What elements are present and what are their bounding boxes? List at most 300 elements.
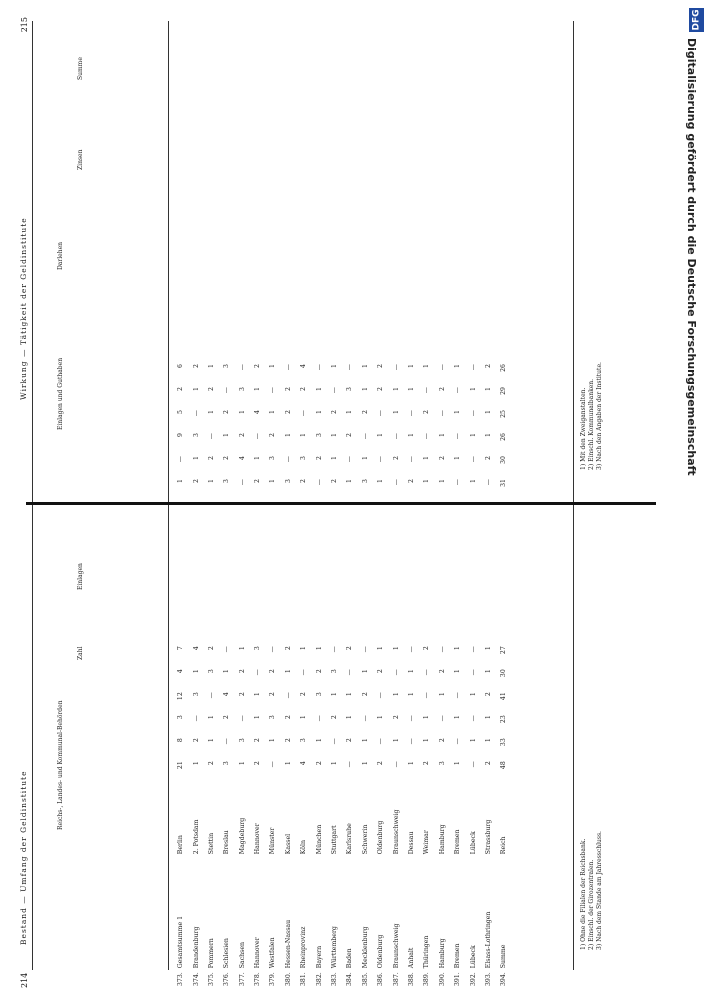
table-cell: 6 — [177, 364, 185, 368]
table-cell: 1 — [284, 433, 292, 437]
table-cell: 2 — [484, 364, 492, 368]
table-cell: 3 — [331, 669, 339, 674]
table-cell: 4 — [223, 692, 231, 697]
row-place: Köln — [300, 840, 308, 855]
table-cell: 1 — [484, 738, 492, 743]
table-cell: — — [254, 669, 262, 676]
row-number: 376. — [223, 972, 231, 986]
table-cell: — — [454, 692, 462, 699]
table-cell: — — [438, 715, 446, 722]
table-cell: 1 — [423, 364, 431, 368]
table-cell: — — [423, 669, 431, 676]
table-cell: 1 — [223, 433, 231, 437]
table-cell: 7 — [177, 646, 185, 651]
table-cell: 2 — [223, 410, 231, 414]
footnote: 1) Ohne die Filialen der Reichsbank. — [580, 838, 587, 950]
table-cell: 1 — [484, 387, 492, 391]
table-cell: 1 — [177, 479, 185, 483]
row-name: Summe — [500, 944, 508, 969]
table-cell: — — [315, 364, 323, 371]
table-cell: 1 — [192, 456, 200, 460]
table-cell: — — [454, 479, 462, 486]
table-cell: 1 — [392, 646, 400, 651]
table-cell: — — [469, 761, 477, 768]
table-row — [281, 362, 296, 500]
table-cell: — — [377, 738, 385, 745]
table-cell: 2 — [407, 479, 415, 483]
table-cell: 1 — [361, 669, 369, 674]
row-number: 380. — [284, 972, 292, 986]
table-cell: 4 — [254, 410, 262, 414]
table-cell: 1 — [331, 692, 339, 697]
table-cell: — — [346, 669, 354, 676]
table-cell: 3 — [269, 715, 277, 720]
rule-header-bottom — [168, 21, 169, 970]
row-number: 384. — [346, 972, 354, 986]
table-cell: — — [331, 738, 339, 745]
table-cell: 3 — [346, 387, 354, 391]
row-place: Dessau — [407, 831, 415, 855]
table-row — [219, 362, 234, 500]
table-cell: 2 — [377, 387, 385, 391]
row-number: 382. — [315, 972, 323, 986]
table-cell: 3 — [207, 669, 215, 674]
table-cell: — — [423, 692, 431, 699]
table-cell: 1 — [315, 410, 323, 414]
table-cell: — — [284, 364, 292, 371]
row-number: 387. — [392, 972, 400, 986]
table-cell: 31 — [500, 479, 508, 487]
table-cell: 48 — [500, 761, 508, 770]
table-cell: — — [361, 646, 369, 653]
table-row — [173, 644, 188, 988]
table-cell: 1 — [331, 456, 339, 460]
table-cell: 1 — [377, 646, 385, 651]
table-cell: — — [469, 715, 477, 722]
row-place: München — [315, 824, 323, 855]
row-name: Bremen — [454, 943, 462, 969]
table-cell: 1 — [484, 433, 492, 437]
table-cell: 1 — [469, 387, 477, 391]
table-cell: 1 — [438, 433, 446, 437]
row-place: Braunschweig — [392, 809, 400, 855]
footnote: 3) Nach den Angaben der Institute. — [595, 362, 603, 470]
table-row — [388, 362, 403, 500]
table-cell: 1 — [238, 410, 246, 414]
table-cell: 1 — [361, 738, 369, 743]
table-row — [435, 644, 450, 988]
table-cell: 3 — [361, 479, 369, 483]
table-cell: 2 — [300, 479, 308, 483]
data-table-right — [173, 362, 512, 500]
row-name: Hamburg — [438, 938, 446, 969]
table-cell: — — [438, 410, 446, 417]
table-cell: 1 — [407, 669, 415, 674]
row-name: Sachsen — [238, 942, 246, 969]
heading-left: Bestand — Umfang der Geldinstitute — [19, 770, 28, 945]
table-cell: 3 — [438, 761, 446, 766]
table-row — [219, 644, 234, 988]
table-cell: 1 — [469, 738, 477, 743]
row-name: Oldenburg — [377, 934, 385, 969]
table-row — [435, 362, 450, 500]
table-row — [404, 362, 419, 500]
table-cell: 3 — [300, 738, 308, 743]
table-row — [250, 644, 265, 988]
row-place: Stettin — [207, 832, 215, 855]
table-cell: 2 — [284, 715, 292, 720]
table-cell: 1 — [377, 433, 385, 437]
table-cell: 1 — [454, 669, 462, 674]
row-place: Lübeck — [469, 831, 477, 855]
table-row — [496, 362, 511, 500]
row-name: Thüringen — [423, 935, 431, 969]
row-number: 385. — [361, 972, 369, 986]
table-cell: 30 — [500, 669, 508, 678]
table-row — [342, 644, 357, 988]
table-row — [235, 362, 250, 500]
table-cell: 9 — [177, 433, 185, 437]
table-cell: 2 — [269, 433, 277, 437]
table-cell: — — [284, 692, 292, 699]
row-number: 386. — [377, 972, 385, 986]
table-cell: 1 — [469, 479, 477, 483]
table-cell: 2 — [254, 738, 262, 743]
table-cell: 2 — [331, 715, 339, 720]
table-cell: 2 — [315, 761, 323, 766]
table-cell: — — [392, 761, 400, 768]
table-cell: 3 — [223, 479, 231, 483]
table-cell: 1 — [269, 738, 277, 743]
table-cell: 1 — [207, 479, 215, 483]
table-cell: 2 — [377, 761, 385, 766]
table-cell: 2 — [269, 692, 277, 697]
table-cell: 25 — [500, 410, 508, 418]
table-cell: 1 — [423, 715, 431, 720]
table-cell: 2 — [254, 364, 262, 368]
table-row — [204, 362, 219, 500]
table-cell: 1 — [392, 410, 400, 414]
row-place: Münster — [269, 827, 277, 855]
table-cell: 2 — [284, 646, 292, 651]
table-cell: 12 — [177, 692, 185, 701]
table-cell: 2 — [223, 456, 231, 460]
table-cell: 2 — [254, 479, 262, 483]
row-place: 2. Potsdam — [192, 819, 200, 855]
table-cell: 1 — [361, 456, 369, 460]
table-cell: 2 — [315, 669, 323, 674]
row-name: Rheinprovinz — [300, 926, 308, 969]
row-place: Reich — [500, 836, 508, 855]
table-cell: 1 — [331, 364, 339, 368]
table-cell: — — [223, 387, 231, 394]
table-cell: 2 — [223, 715, 231, 720]
row-name: Bayern — [315, 945, 323, 969]
table-cell: — — [392, 669, 400, 676]
table-cell: 2 — [238, 433, 246, 437]
table-cell: 2 — [177, 387, 185, 391]
table-cell: — — [315, 715, 323, 722]
table-row — [358, 362, 373, 500]
table-cell: 4 — [300, 761, 308, 766]
table-cell: — — [377, 456, 385, 463]
table-cell: 2 — [300, 387, 308, 391]
subhead-right-3: Zinsen — [77, 149, 84, 170]
table-cell: — — [284, 456, 292, 463]
table-cell: — — [192, 410, 200, 417]
row-number: 379. — [269, 972, 277, 986]
table-cell: 1 — [346, 410, 354, 414]
footnote: 3) Nach dem Stande am Jahresschluss. — [595, 831, 603, 950]
table-row — [265, 644, 280, 988]
table-cell: 1 — [361, 761, 369, 766]
subhead-right-1: Einlagen und Guthaben — [57, 357, 64, 430]
table-cell: 1 — [454, 715, 462, 720]
table-row — [481, 644, 496, 988]
table-cell: 2 — [438, 456, 446, 460]
table-cell: — — [469, 364, 477, 371]
table-cell: 23 — [500, 715, 508, 724]
row-name: Pommern — [207, 938, 215, 969]
table-cell: 1 — [407, 433, 415, 437]
table-cell: — — [392, 433, 400, 440]
table-row — [296, 644, 311, 988]
table-cell: 1 — [207, 364, 215, 368]
rotated-table-page — [18, 15, 666, 990]
row-name: Baden — [346, 948, 354, 969]
table-cell: 1 — [207, 410, 215, 414]
table-cell: 1 — [269, 364, 277, 368]
table-cell: 1 — [469, 692, 477, 697]
table-cell: — — [300, 669, 308, 676]
table-cell: 3 — [238, 738, 246, 743]
table-cell: 2 — [392, 456, 400, 460]
table-cell: — — [223, 646, 231, 653]
table-cell: 4 — [177, 669, 185, 674]
table-row — [465, 362, 480, 500]
table-cell: 1 — [361, 364, 369, 368]
row-number: 394. — [500, 972, 508, 986]
row-name: Hannover — [254, 937, 262, 969]
table-cell: 1 — [392, 692, 400, 697]
table-row — [450, 644, 465, 988]
table-cell: 1 — [346, 715, 354, 720]
row-place: Bremen — [454, 829, 462, 855]
table-cell: 1 — [454, 456, 462, 460]
table-cell: 1 — [423, 738, 431, 743]
table-row — [312, 644, 327, 988]
data-table-left — [173, 644, 512, 988]
table-cell: 1 — [407, 387, 415, 391]
row-name: Schlesien — [223, 938, 231, 969]
row-place: Breslau — [223, 830, 231, 855]
table-cell: 2 — [361, 410, 369, 414]
table-cell: 26 — [500, 433, 508, 441]
table-row — [188, 644, 203, 988]
table-cell: 2 — [438, 669, 446, 674]
row-name: Brandenburg — [192, 926, 200, 969]
table-cell: — — [269, 646, 277, 653]
table-cell: — — [469, 456, 477, 463]
row-name: Braunschweig — [392, 923, 400, 969]
table-cell: — — [377, 410, 385, 417]
row-place: Hannover — [254, 823, 262, 855]
table-cell: 2 — [484, 456, 492, 460]
row-name: Hessen-Nassau — [284, 919, 292, 969]
row-name: Mecklenburg — [361, 926, 369, 969]
table-cell: — — [423, 433, 431, 440]
table-cell: 1 — [407, 761, 415, 766]
row-number: 377. — [238, 972, 246, 986]
table-cell: 3 — [254, 646, 262, 651]
table-cell: — — [207, 433, 215, 440]
table-cell: 3 — [300, 456, 308, 460]
footnotes-right — [580, 362, 603, 470]
table-cell: 2 — [438, 738, 446, 743]
row-number: 383. — [331, 972, 339, 986]
table-cell: 1 — [469, 433, 477, 437]
table-cell: 1 — [254, 692, 262, 697]
heading-right: Wirkung — Tätigkeit der Geldinstitute — [19, 217, 28, 400]
table-cell: — — [346, 456, 354, 463]
row-number: 393. — [484, 972, 492, 986]
table-row — [204, 644, 219, 988]
table-cell: — — [331, 646, 339, 653]
table-cell: — — [269, 387, 277, 394]
table-cell: 2 — [207, 761, 215, 766]
table-cell: 3 — [315, 433, 323, 437]
table-cell: — — [407, 646, 415, 653]
row-number: 374. — [192, 972, 200, 986]
table-cell: 2 — [207, 387, 215, 391]
table-cell: — — [438, 646, 446, 653]
table-cell: 3 — [192, 433, 200, 437]
table-row — [265, 362, 280, 500]
table-cell: 3 — [177, 715, 185, 720]
table-cell: 1 — [392, 387, 400, 391]
table-cell: 1 — [315, 646, 323, 651]
table-cell: 8 — [177, 738, 185, 743]
table-cell: 3 — [223, 761, 231, 766]
row-place: Hamburg — [438, 824, 446, 855]
table-cell: 2 — [346, 738, 354, 743]
table-cell: 3 — [315, 692, 323, 697]
table-cell: 1 — [300, 715, 308, 720]
table-row — [173, 362, 188, 500]
table-cell: — — [346, 364, 354, 371]
table-cell: 4 — [238, 456, 246, 460]
rule-table-bottom — [573, 21, 574, 970]
table-cell: 2 — [423, 410, 431, 414]
table-cell: 1 — [454, 364, 462, 368]
page-number-right: 215 — [20, 17, 29, 33]
table-cell: 2 — [438, 387, 446, 391]
table-cell: 2 — [284, 410, 292, 414]
table-cell: 1 — [484, 669, 492, 674]
table-cell: 1 — [238, 761, 246, 766]
table-cell: — — [423, 387, 431, 394]
table-row — [327, 362, 342, 500]
table-row — [358, 644, 373, 988]
table-cell: — — [238, 479, 246, 486]
subhead-left-1: Reichs-, Landes- und Kommunal-Behörden — [57, 700, 64, 830]
table-row — [235, 644, 250, 988]
table-cell: — — [223, 738, 231, 745]
table-cell: 1 — [254, 456, 262, 460]
table-row — [250, 362, 265, 500]
table-cell: 1 — [484, 410, 492, 414]
table-cell: 2 — [392, 715, 400, 720]
table-cell: 1 — [331, 433, 339, 437]
table-cell: 2 — [207, 456, 215, 460]
row-place: Magdeburg — [238, 817, 246, 855]
table-cell: 1 — [300, 646, 308, 651]
table-cell: 2 — [254, 761, 262, 766]
table-cell: 2 — [346, 646, 354, 651]
row-place: Strassburg — [484, 819, 492, 855]
row-place: Karlsruhe — [346, 823, 354, 855]
table-cell: — — [192, 715, 200, 722]
table-cell: 1 — [454, 646, 462, 651]
footnote: 2) Einschl. der Girozentralen. — [587, 859, 595, 950]
row-number: 390. — [438, 972, 446, 986]
table-cell: 1 — [207, 738, 215, 743]
row-place: Schwerin — [361, 824, 369, 855]
table-cell: — — [300, 410, 308, 417]
table-cell: 1 — [423, 479, 431, 483]
subhead-left-3: Einlagen — [77, 563, 84, 590]
table-cell: 5 — [177, 410, 185, 414]
table-cell: 2 — [423, 646, 431, 651]
table-row — [419, 644, 434, 988]
table-row — [481, 362, 496, 500]
table-cell: 33 — [500, 738, 508, 747]
table-cell: 1 — [254, 387, 262, 391]
table-row — [373, 644, 388, 988]
table-row — [373, 362, 388, 500]
table-cell: — — [238, 364, 246, 371]
table-cell: 1 — [346, 479, 354, 483]
table-cell: — — [469, 669, 477, 676]
table-cell: — — [346, 761, 354, 768]
row-number: 388. — [407, 972, 415, 986]
table-cell: — — [377, 692, 385, 699]
table-row — [496, 644, 511, 988]
table-cell: — — [469, 646, 477, 653]
table-cell: 1 — [284, 761, 292, 766]
row-name: Elsass-Lothringen — [484, 911, 492, 969]
table-cell: 4 — [300, 364, 308, 368]
row-number: 378. — [254, 972, 262, 986]
subhead-right-2: Darlehen — [57, 241, 64, 270]
table-cell: 1 — [207, 715, 215, 720]
table-row — [342, 362, 357, 500]
table-cell: 1 — [284, 669, 292, 674]
row-place: Berlin — [177, 835, 185, 855]
table-cell: 2 — [331, 479, 339, 483]
table-row — [327, 644, 342, 988]
table-cell: 1 — [269, 410, 277, 414]
table-row — [404, 644, 419, 988]
table-cell: 1 — [315, 738, 323, 743]
row-number: 392. — [469, 972, 477, 986]
table-cell: 3 — [238, 387, 246, 391]
table-cell: 1 — [223, 669, 231, 674]
footnotes-left — [580, 831, 603, 950]
table-cell: 4 — [192, 646, 200, 651]
row-place: Oldenburg — [377, 820, 385, 855]
table-cell: 1 — [238, 646, 246, 651]
